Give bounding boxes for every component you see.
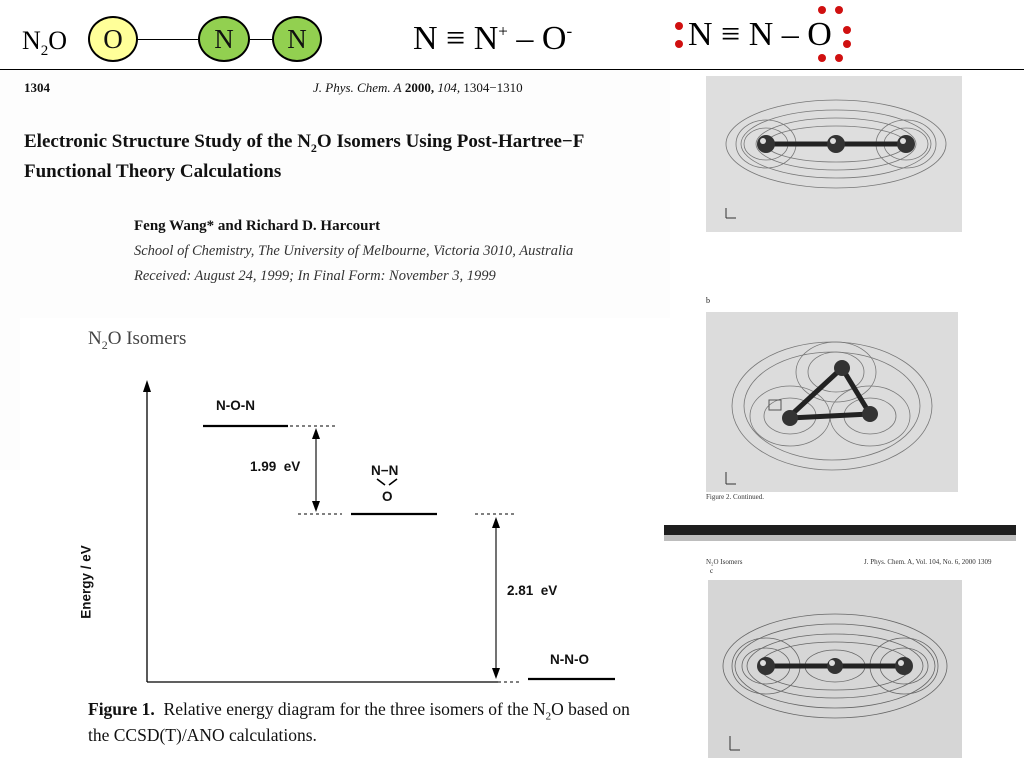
nitrogen-atom-circle-2: N	[272, 16, 322, 62]
oxygen-atom-circle: O	[88, 16, 138, 62]
energy-gap-1: 1.99 eV	[250, 459, 301, 474]
energy-gap-2: 2.81 eV	[507, 583, 558, 598]
y-axis-label: Energy / eV	[78, 545, 94, 619]
gap-arrow-1-tail	[312, 501, 320, 512]
isomer-label-nno: N-N-O	[550, 652, 589, 667]
density-map-linear-2	[708, 580, 962, 758]
n2o-formula: $N_2O$	[22, 26, 68, 60]
contour-plot	[706, 312, 958, 492]
lone-pair-dot	[818, 54, 826, 62]
lone-pair-dot	[835, 6, 843, 14]
gap-arrow-2-tail	[492, 668, 500, 679]
nitrogen-atom-circle-1: N	[198, 16, 250, 62]
diagram-heading: $N_2O$ Isomers	[88, 328, 187, 352]
energy-level-diagram	[20, 318, 670, 698]
bond-o-n	[138, 39, 198, 40]
density-map-cyclic	[706, 312, 958, 492]
lone-pair-dot	[835, 54, 843, 62]
paper-received-date: Received: August 24, 1999; In Final Form: November 3, 1999	[134, 268, 496, 284]
paper-affiliation: School of Chemistry, The University of Melbourne, Victoria 3010, Australia	[134, 243, 574, 259]
lone-pair-dot	[675, 22, 683, 30]
scan-divider-bar	[664, 525, 1016, 535]
density-map-linear-1	[706, 76, 962, 232]
scan-divider-shadow	[664, 535, 1016, 541]
bond-n-n	[250, 39, 274, 40]
lone-pair-dot	[843, 40, 851, 48]
isomer-label-non: N-O-N	[216, 398, 255, 413]
panel-2-caption: Figure 2. Continued.	[706, 493, 764, 501]
ring-bond	[377, 479, 385, 485]
resonance-structure-charged: N ≡ N+ – O-	[413, 20, 573, 57]
lone-pair-dot	[843, 26, 851, 34]
gap-arrow-1-head	[312, 428, 320, 439]
panel-letter-c: c	[710, 567, 714, 575]
isomer-label-ring-o: O	[382, 489, 393, 504]
isomer-label-ring: N−N	[371, 463, 399, 478]
panel-3-header-right: J. Phys. Chem. A, Vol. 104, No. 6, 2000 1309	[864, 558, 992, 566]
contour-plot	[706, 76, 962, 232]
panel-3-header-left: N₂O Isomers	[706, 558, 743, 566]
panel-letter-b: b	[706, 296, 710, 305]
journal-citation: J. Phys. Chem. A 2000, 104, 1304−1310	[313, 80, 523, 95]
paper-authors: Feng Wang* and Richard D. Harcourt	[134, 218, 381, 234]
formula-banner	[0, 0, 1024, 70]
lone-pair-dot	[675, 40, 683, 48]
contour-plot	[708, 580, 962, 758]
ring-bond	[389, 479, 397, 485]
figure-caption: Figure 1. Relative energy diagram for the three isomers of the $N_2O$ based on the CCSD(T)/ANO calculations.	[88, 699, 630, 745]
diagram-drawing	[20, 318, 670, 698]
lone-pair-dot	[818, 6, 826, 14]
paper-title: Electronic Structure Study of the $N_2O$ Isomers Using Post-Hartree−F Functional Theory Calculations	[24, 131, 585, 182]
axis-arrowhead	[143, 380, 151, 392]
page-number: 1304	[24, 80, 50, 95]
gap-arrow-2-head	[492, 517, 500, 528]
resonance-structure-lewis: N ≡ N – O	[688, 16, 832, 53]
